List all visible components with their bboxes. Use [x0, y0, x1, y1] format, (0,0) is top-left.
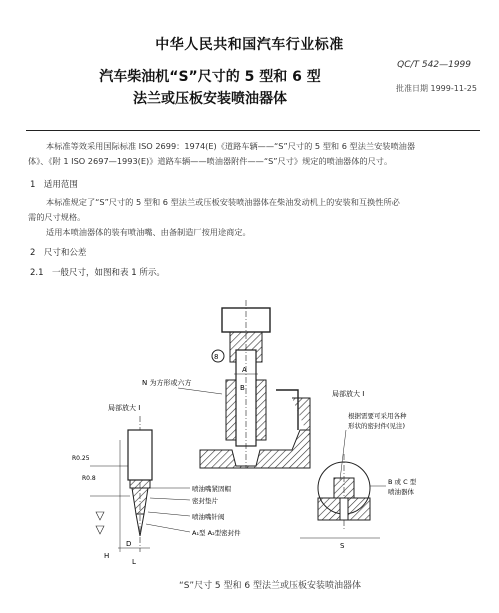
section1-line2: 需的尺寸规格。	[28, 212, 86, 222]
injector-drawing	[0, 290, 499, 576]
section1-line1: 本标准规定了“S”尺寸的 5 型和 6 型法兰或压板安装喷油器体在柴油发动机上的安装和互换性所必	[46, 197, 400, 207]
svg-text:A: A	[242, 366, 247, 374]
callout-2: 密封垫片	[192, 497, 218, 505]
section1-heading: 1 适用范围	[30, 180, 78, 190]
title-rule	[26, 130, 480, 131]
svg-text:R0.25: R0.25	[72, 455, 90, 462]
type-c-label2: 喷油器体	[388, 488, 414, 496]
callout-1: 喷油嘴紧固帽	[192, 485, 231, 493]
svg-text:局部放大 I: 局部放大 I	[332, 390, 365, 398]
dim-d-label: D	[126, 540, 132, 548]
intro-line2: 体》、《附 1 ISO 2697—1993(E)》道路车辆——喷油器附件——“S”尺寸》规定的喷油器体的尺寸。	[28, 156, 393, 166]
dim-s-label: S	[340, 542, 345, 550]
svg-text:局部放大 I: 局部放大 I	[108, 404, 141, 412]
central-view	[200, 300, 310, 468]
svg-text:R0.8: R0.8	[82, 475, 96, 482]
type-c-label1: B 或 C 型	[388, 478, 417, 486]
intro-line1: 本标准等效采用国际标准 ISO 2699：1974(E)《道路车辆——“S”尺寸的 5 型和 6 型法兰安装喷油器	[46, 141, 416, 151]
dim-h-label: H	[104, 552, 110, 560]
section2-heading: 2 尺寸和公差	[30, 248, 87, 258]
callouts	[146, 484, 241, 537]
standard-number: QC/T 542—1999	[397, 60, 471, 70]
section1-line3: 适用本喷油器体的装有喷油嘴、由备制造厂按用途商定。	[46, 227, 251, 237]
callout-4: A₁型 A₂型密封件	[192, 529, 241, 537]
figure-caption: “S”尺寸 5 型和 6 型法兰或压板安装喷油器体	[179, 581, 361, 591]
label-thread: N 为方形或六方	[142, 379, 192, 387]
approve-date: 批准日期 1999-11-25	[395, 84, 477, 93]
right-detail	[300, 389, 417, 550]
callout-3: 喷油嘴针阀	[192, 513, 225, 521]
dim-l-label: L	[132, 558, 136, 566]
left-detail	[72, 403, 152, 566]
org-title: 中华人民共和国汽车行业标准	[155, 37, 344, 53]
right-note1: 根据需要可采用各种	[348, 412, 407, 420]
dim-b-label: B	[240, 384, 245, 392]
svg-text:8: 8	[214, 353, 219, 361]
doc-title-line2: 法兰或压板安装喷油器体	[133, 91, 287, 107]
doc-title-line1: 汽车柴油机“S”尺寸的 5 型和 6 型	[99, 69, 321, 85]
right-note2: 形状的密封件(见注)	[348, 422, 406, 430]
section2-subheading: 2.1 一般尺寸，如图和表 1 所示。	[30, 268, 165, 278]
